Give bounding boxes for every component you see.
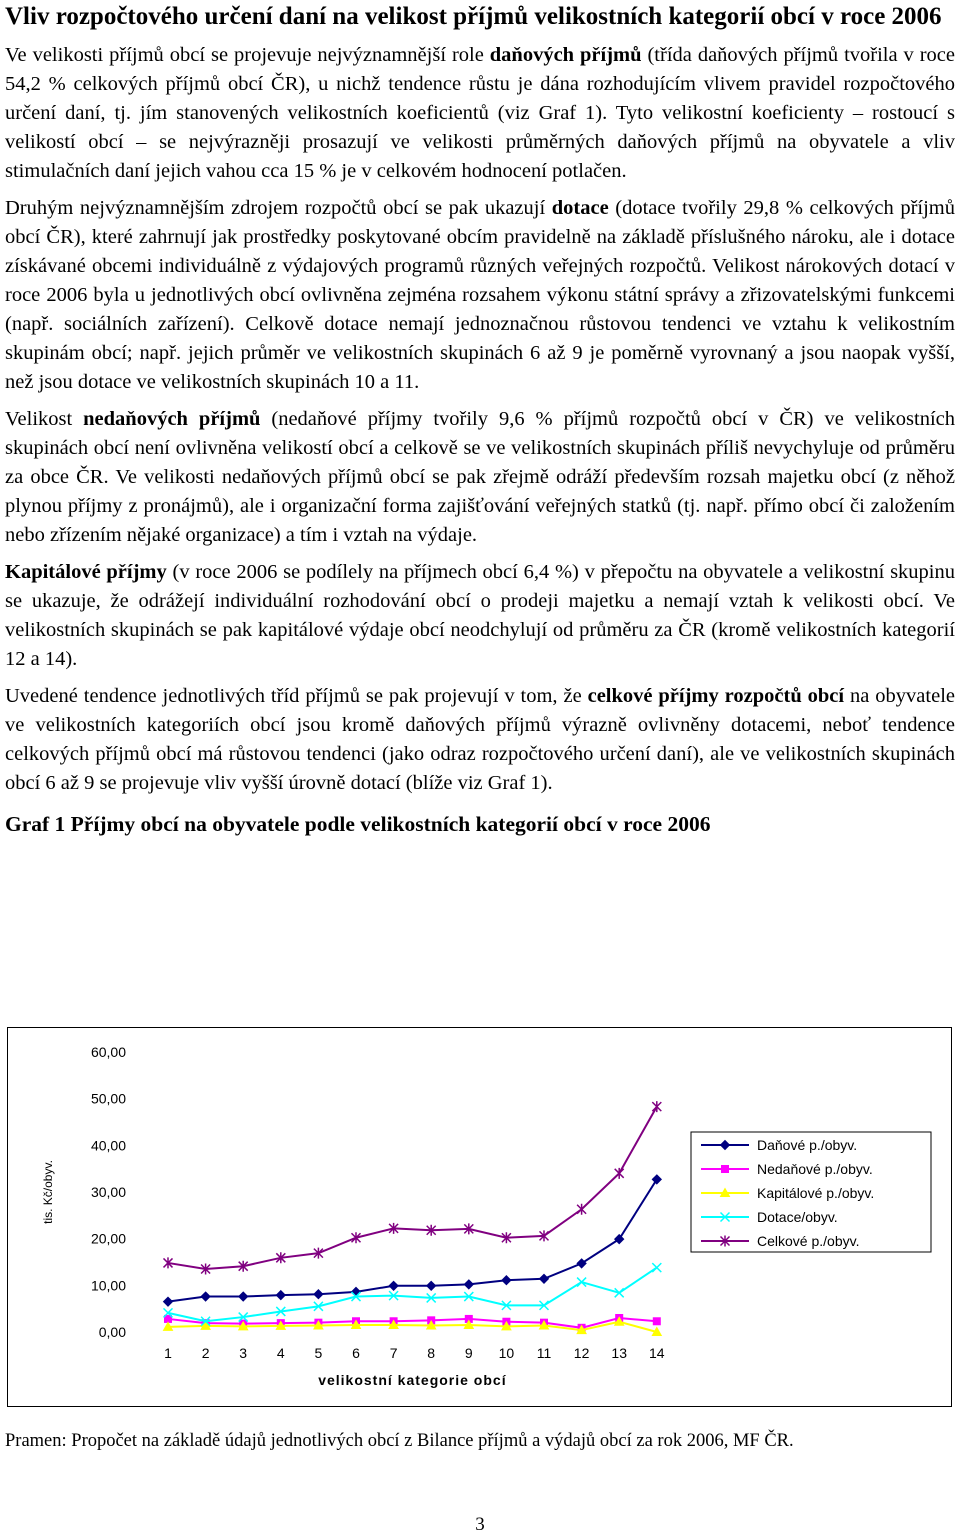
x-tick-label: 5 bbox=[314, 1345, 323, 1361]
paragraph-4-text: (v roce 2006 se podílely na příjmech obcí 6,4 %) v přepočtu na obyvatele a velikostní skupinu se ukazuje, že odrážejí individuální rozhodování obcí o prodeji majetku a nemají vztah k velikosti obcí. Ve velikostních skupinách se pak kapitálové výdaje obcí neodchylují od průměru za ČR (kromě velikostních kategorií 12 a 14). bbox=[5, 561, 955, 670]
legend-marker bbox=[722, 1166, 729, 1173]
data-point bbox=[352, 1287, 361, 1296]
paragraph-2-bold: dotace bbox=[551, 197, 609, 219]
data-point bbox=[276, 1291, 285, 1300]
paragraph-3-bold: nedaňových příjmů bbox=[83, 408, 261, 430]
x-tick-label: 6 bbox=[352, 1345, 360, 1361]
y-tick-label: 0,00 bbox=[98, 1324, 126, 1340]
x-axis-label: velikostní kategorie obcí bbox=[318, 1372, 507, 1388]
paragraph-3 bbox=[5, 405, 955, 550]
data-point bbox=[164, 1297, 173, 1306]
x-tick-label: 4 bbox=[276, 1345, 285, 1361]
y-axis-label: tis. Kč/obyv. bbox=[41, 1160, 55, 1224]
data-point bbox=[577, 1204, 586, 1215]
x-tick-label: 7 bbox=[389, 1345, 398, 1361]
x-tick-label: 14 bbox=[649, 1345, 665, 1361]
data-point bbox=[314, 1290, 323, 1299]
y-tick-label: 10,00 bbox=[90, 1277, 126, 1294]
page-number: 3 bbox=[475, 1514, 485, 1535]
line-chart bbox=[8, 1028, 951, 1406]
paragraph-2 bbox=[5, 194, 955, 397]
paragraph-5-text-b: na obyvatele ve velikostních kategoriích obcí jsou kromě daňových příjmů výrazně ovlivněny dotacemi, neboť tendence celkových příjmů obcí má růstovou tendenci (jako odraz rozpočtového určení daní), ale ve velikostních skupinách obcí 6 až 9 se projevuje vliv vyšší úrovně dotací (blíže viz Graf 1). bbox=[5, 685, 955, 794]
document-page bbox=[5, 0, 955, 839]
paragraph-4-bold: Kapitálové příjmy bbox=[5, 561, 167, 583]
series-line-5 bbox=[168, 1107, 657, 1269]
data-point bbox=[540, 1274, 549, 1283]
legend-label: Kapitálové p./obyv. bbox=[757, 1185, 875, 1201]
data-point bbox=[427, 1281, 436, 1290]
paragraph-5-text-a: Uvedené tendence jednotlivých tříd příjmů se pak projevují v tom, že bbox=[5, 685, 588, 707]
data-point bbox=[389, 1281, 398, 1290]
x-tick-label: 10 bbox=[498, 1345, 515, 1361]
y-tick-label: 20,00 bbox=[90, 1230, 126, 1247]
y-tick-label: 40,00 bbox=[90, 1137, 126, 1154]
paragraph-1-bold: daňových příjmů bbox=[489, 44, 642, 66]
legend-label: Daňové p./obyv. bbox=[757, 1137, 858, 1153]
y-tick-label: 30,00 bbox=[90, 1184, 126, 1200]
data-point bbox=[464, 1280, 473, 1289]
paragraph-2-text-b: (dotace tvořily 29,8 % celkových příjmů obcí ČR), které zahrnují jak prostředky poskytované obcím pravidelně na základě příslušného nároku, ale i dotace získávané obcemi individuálně z výdajových programů různých veřejných rozpočtů. Velikost nárokových dotací v roce 2006 byla u jednotlivých obcí ovlivněna zejména rozsahem výkonu státní správy a zřizovatelskými funkcemi (např. sociálních zařízení). Celkově dotace nemají jednoznačnou růstovou tendenci ve vztahu k velikostním skupinám obcí; např. jejich průměr ve velikostních skupinách 6 až 9 je poměrně vyrovnaný a jsou naopak vyšší, než jsou dotace ve velikostních skupinách 10 a 11. bbox=[5, 197, 955, 393]
data-point bbox=[652, 1263, 661, 1272]
x-tick-label: 8 bbox=[427, 1345, 436, 1361]
paragraph-5-bold: celkové příjmy rozpočtů obcí bbox=[587, 685, 845, 707]
data-point bbox=[201, 1292, 210, 1301]
data-point bbox=[239, 1292, 248, 1301]
figure-caption: Graf 1 Příjmy obcí na obyvatele podle velikostních kategorií obcí v roce 2006 bbox=[5, 812, 711, 836]
source-note: Pramen: Propočet na základě údajů jednotlivých obcí z Bilance příjmů a výdajů obcí za rok 2006, MF ČR. bbox=[5, 1431, 794, 1451]
paragraph-3-text-a: Velikost bbox=[5, 408, 84, 430]
x-tick-label: 2 bbox=[201, 1345, 210, 1361]
x-tick-label: 3 bbox=[239, 1345, 248, 1361]
x-tick-label: 1 bbox=[164, 1345, 172, 1361]
data-point bbox=[615, 1168, 624, 1179]
document-title: Vliv rozpočtového určení daní na velikost příjmů velikostních kategorií obcí v roce 2006 bbox=[5, 3, 942, 30]
chart-frame bbox=[7, 1027, 952, 1407]
paragraph-1 bbox=[5, 41, 955, 186]
paragraph-5 bbox=[5, 682, 955, 798]
data-point bbox=[652, 1101, 661, 1112]
paragraph-2-text-a: Druhým nejvýznamnějším zdrojem rozpočtů obcí se pak ukazují bbox=[5, 197, 552, 219]
data-point bbox=[502, 1276, 511, 1285]
x-tick-label: 13 bbox=[611, 1345, 627, 1361]
x-tick-label: 12 bbox=[573, 1345, 590, 1361]
y-tick-label: 50,00 bbox=[90, 1090, 126, 1107]
paragraph-3-text-b: (nedaňové příjmy tvořily 9,6 % příjmů rozpočtů obcí v ČR) ve velikostních skupinách obcí není ovlivněna velikostí obcí a celkově se ve velikostních skupinách příliš nevychyluje od průměru za obce ČR. Ve velikosti nedaňových příjmů obcí se pak zřejmě odráží především rozsah majetku obcí (z něhož plynou příjmy z pronájmů), ale i organizační forma zajišťování veřejných statků (tj. např. přímo obcí či založením nebo zřízením nějaké organizace) a tím i vztah na výdaje. bbox=[5, 408, 955, 546]
y-tick-label: 60,00 bbox=[90, 1044, 126, 1060]
data-point bbox=[653, 1318, 660, 1325]
paragraph-1-text-a: Ve velikosti příjmů obcí se projevuje nejvýznamnější role bbox=[5, 44, 490, 66]
legend-label: Nedaňové p./obyv. bbox=[757, 1161, 873, 1177]
paragraph-4 bbox=[5, 558, 955, 674]
x-tick-label: 9 bbox=[464, 1345, 473, 1361]
legend-label: Celkové p./obyv. bbox=[757, 1233, 860, 1249]
x-tick-label: 11 bbox=[536, 1345, 552, 1361]
legend-label: Dotace/obyv. bbox=[757, 1209, 838, 1225]
paragraph-1-text-b: (třída daňových příjmů tvořila v roce 54,2 % celkových příjmů obcí ČR), u nichž tendence růstu je dána rozhodujícím vlivem pravidel rozpočtového určení daní, tj. jím stanovených velikostních koeficientů (viz Graf 1). Tyto velikostní koeficienty – rostoucí s velikostí obcí – se nejvýrazněji prosazují ve velikosti průměrných daňových příjmů na obyvatele a vliv stimulačních daní jejich vahou cca 15 % je v celkovém hodnocení potlačen. bbox=[5, 44, 955, 182]
